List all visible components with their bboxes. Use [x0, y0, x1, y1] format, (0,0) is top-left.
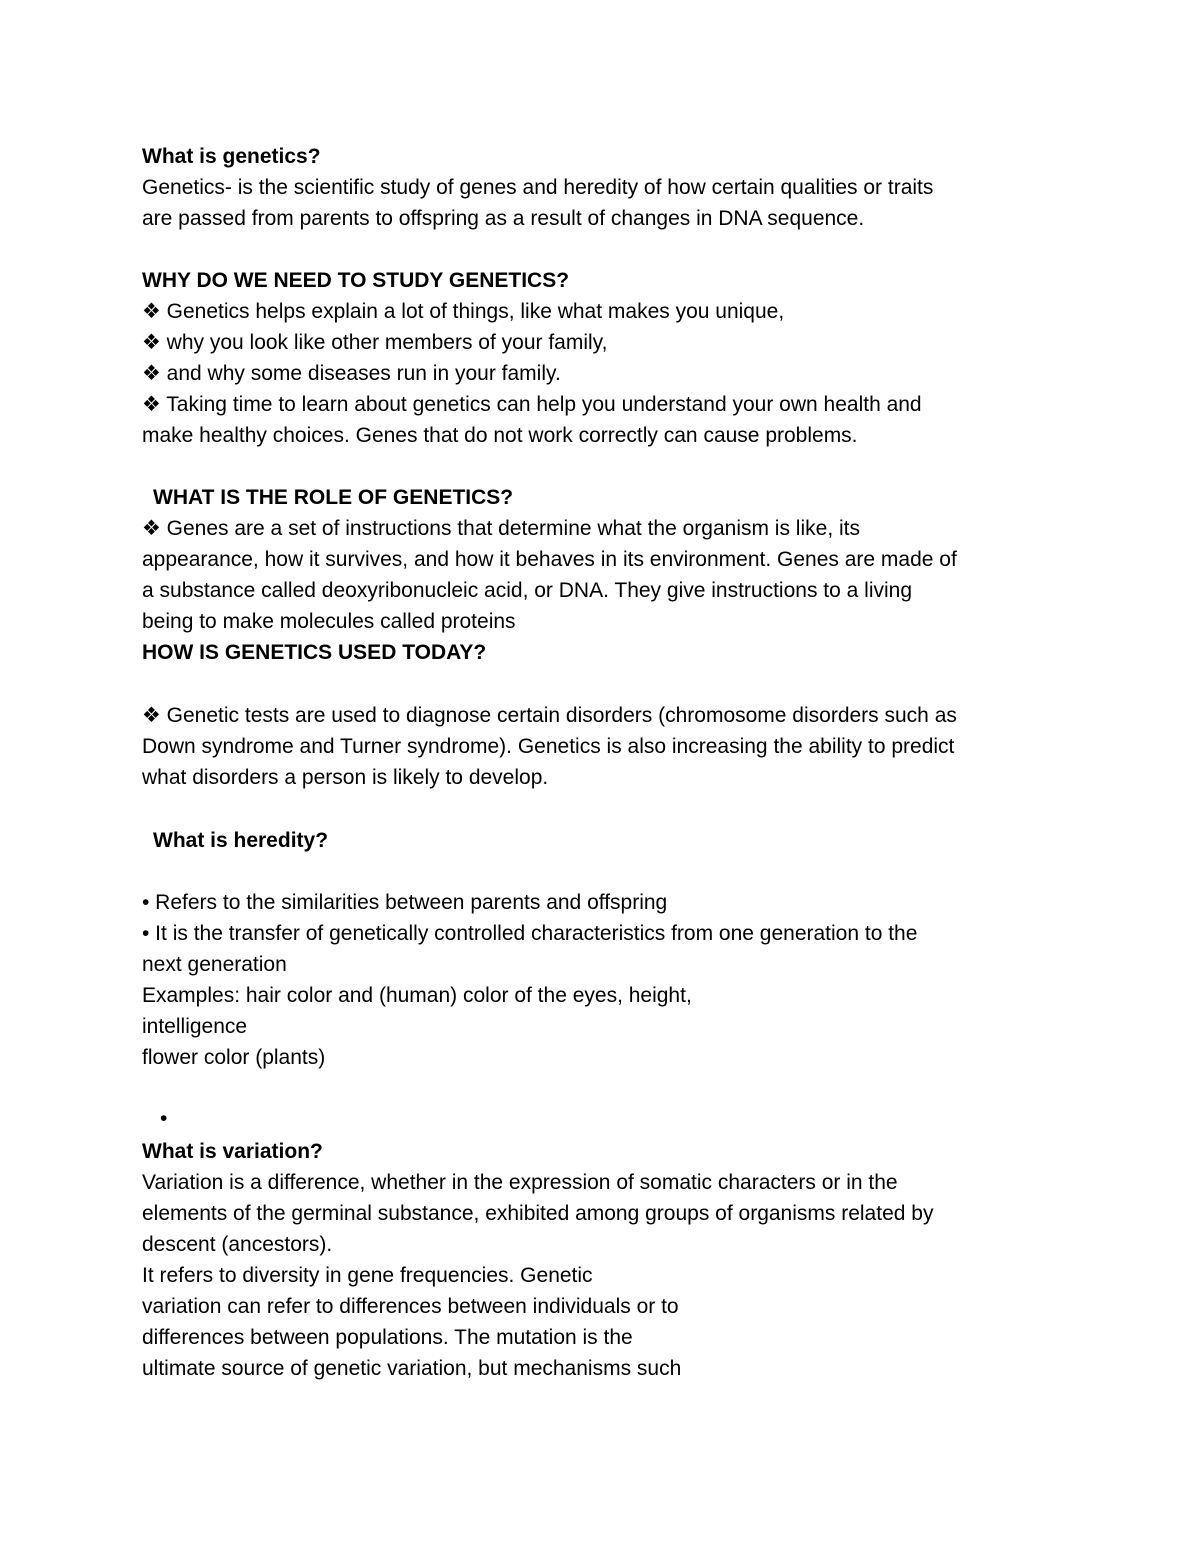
paragraph-line: being to make molecules called proteins: [142, 610, 516, 633]
paragraph-line: Down syndrome and Turner syndrome). Genetics is also increasing the ability to predict: [142, 735, 955, 758]
paragraph-line: elements of the germinal substance, exhibited among groups of organisms related by: [142, 1202, 934, 1225]
paragraph-line: intelligence: [142, 1015, 248, 1038]
bullet-line: ❖ why you look like other members of your family,: [142, 331, 608, 354]
paragraph-line: It refers to diversity in gene frequencies. Genetic: [142, 1264, 593, 1287]
bullet-line: ❖ and why some diseases run in your family.: [142, 362, 561, 385]
paragraph-line: are passed from parents to offspring as a result of changes in DNA sequence.: [142, 207, 865, 230]
heading-genetics-used-today: HOW IS GENETICS USED TODAY?: [142, 641, 487, 664]
empty-bullet: •: [160, 1107, 168, 1130]
bullet-line: ❖ Genetic tests are used to diagnose certain disorders (chromosome disorders such as: [142, 704, 957, 727]
paragraph-line: differences between populations. The mutation is the: [142, 1326, 633, 1349]
bullet-line: • It is the transfer of genetically controlled characteristics from one generation to the: [142, 922, 918, 945]
paragraph-line: make healthy choices. Genes that do not work correctly can cause problems.: [142, 424, 858, 447]
heading-what-is-variation: What is variation?: [142, 1140, 323, 1163]
heading-what-is-heredity: What is heredity?: [153, 829, 329, 852]
paragraph-line: Examples: hair color and (human) color of the eyes, height,: [142, 984, 692, 1007]
heading-what-is-genetics: What is genetics?: [142, 145, 321, 168]
bullet-line: ❖ Taking time to learn about genetics can help you understand your own health and: [142, 393, 922, 416]
paragraph-line: variation can refer to differences between individuals or to: [142, 1295, 679, 1318]
paragraph-line: what disorders a person is likely to develop.: [142, 766, 549, 789]
paragraph-line: next generation: [142, 953, 287, 976]
heading-why-study-genetics: WHY DO WE NEED TO STUDY GENETICS?: [142, 269, 570, 292]
bullet-line: ❖ Genetics helps explain a lot of things, like what makes you unique,: [142, 300, 785, 323]
paragraph-line: Variation is a difference, whether in the expression of somatic characters or in the: [142, 1171, 898, 1194]
paragraph-line: a substance called deoxyribonucleic acid, or DNA. They give instructions to a living: [142, 579, 913, 602]
paragraph-line: ultimate source of genetic variation, but mechanisms such: [142, 1357, 682, 1380]
bullet-line: • Refers to the similarities between parents and offspring: [142, 891, 668, 914]
bullet-line: ❖ Genes are a set of instructions that determine what the organism is like, its: [142, 517, 860, 540]
paragraph-line: appearance, how it survives, and how it behaves in its environment. Genes are made of: [142, 548, 957, 571]
paragraph-line: descent (ancestors).: [142, 1233, 333, 1256]
heading-role-of-genetics: WHAT IS THE ROLE OF GENETICS?: [153, 486, 514, 509]
paragraph-line: Genetics- is the scientific study of genes and heredity of how certain qualities or traits: [142, 176, 934, 199]
paragraph-line: flower color (plants): [142, 1046, 326, 1069]
